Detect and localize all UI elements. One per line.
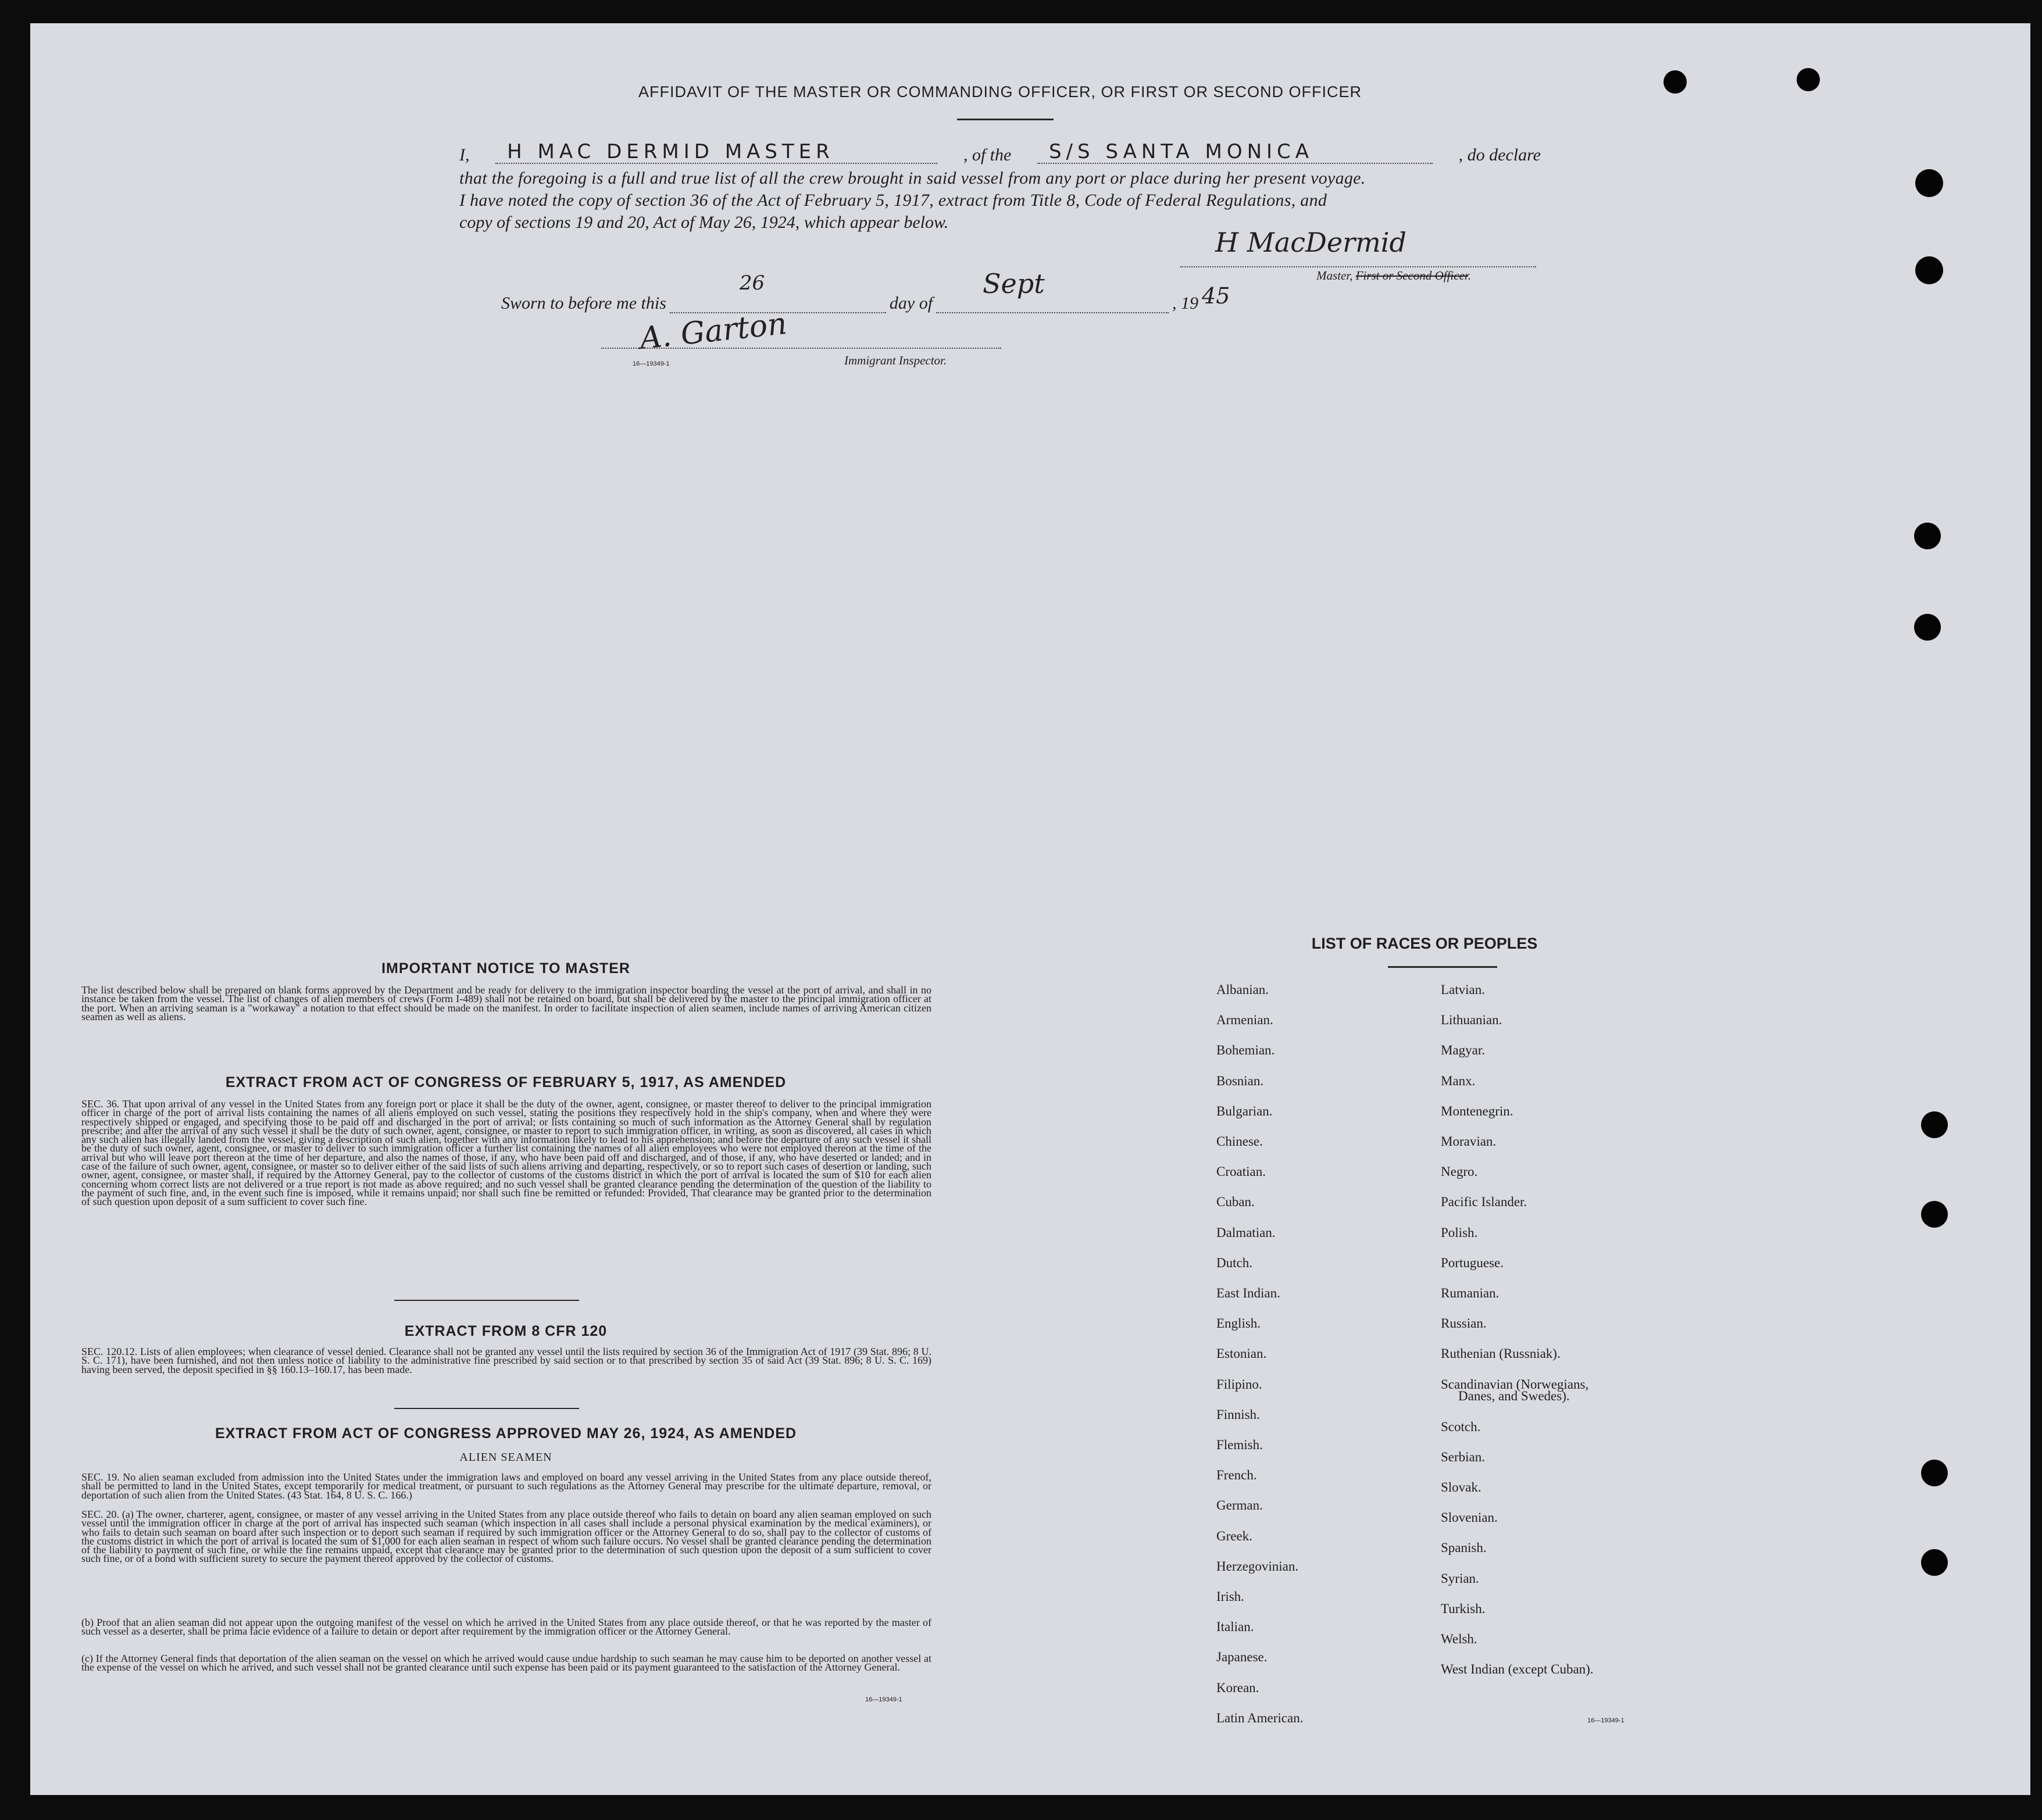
race-item: Bohemian. (1216, 1043, 1275, 1058)
master-signature-line (1180, 266, 1536, 267)
race-item: East Indian. (1216, 1286, 1280, 1300)
race-item: Dutch. (1216, 1255, 1252, 1270)
divider (957, 119, 1054, 120)
race-item: Japanese. (1216, 1650, 1268, 1665)
day-of-label: day of (889, 294, 933, 313)
of-the-label: , of the (963, 145, 1012, 165)
inspector-signature: A. Garton (638, 306, 789, 357)
punch-hole (1915, 169, 1943, 197)
race-item: Herzegovinian. (1216, 1558, 1299, 1574)
punch-hole (1797, 68, 1820, 91)
race-item: Slovak. (1441, 1480, 1481, 1495)
race-item: Irish. (1216, 1589, 1244, 1604)
race-item: Pacific Islander. (1441, 1195, 1527, 1210)
extract-1924-subtitle: ALIEN SEAMEN (459, 1451, 552, 1464)
race-item: Armenian. (1216, 1013, 1273, 1028)
sec20a-text: SEC. 20. (a) The owner, charterer, agent, consignee, or master of any vessel arriving in the United States from any place outside thereof who fails to detain on board any alien seaman employed on such vessel until the immigration officer in charge at the port of arrival has inspected such seaman (which inspection in all cases shall include a personal physical examination by the medical examiners), or who fails to detain such seaman on board after such inspection or to deport such seaman if required by such immigration officer or the Attorney General to do so, shall pay to the collector of customs of the customs district in which the port of arrival is located the sum of $1,000 for each alien seaman in respect of whom such failure occurs. No vessel shall be granted clearance pending the determination of the liability to payment of such fine, or while the fine remains unpaid, except that clearance may be granted prior to the determination of such question upon the deposit of a sum sufficient to cover such fine, or of a bond with sufficient surety to secure the payment thereof approved by the collector of customs. (81, 1508, 931, 1565)
race-item: Syrian. (1441, 1571, 1479, 1586)
races-title: LIST OF RACES OR PEOPLES (1311, 935, 1538, 952)
notice-text: The list described below shall be prepared on blank forms approved by the Department and be ready for delivery to the immigration inspector boarding the vessel at the port of arrival, and shall in no instance be taken from the vessel. The list of changes of alien members of crews (Form I-489) shall not be retained on board, but shall be delivered by the master to the principal immigration officer at the port. When an arriving seaman is a "workaway" a notation to that effect should be made on the manifest. In order to facilitate inspection of alien seamen, include names of arriving American citizen seamen as well as aliens. (81, 984, 931, 1022)
do-declare-label: , do declare (1458, 145, 1541, 165)
declaration-line-4: copy of sections 19 and 20, Act of May 26, 1924, which appear below. (459, 213, 949, 232)
race-item: Bulgarian. (1216, 1103, 1273, 1118)
sworn-day: 26 (739, 271, 765, 295)
race-item: Lithuanian. (1441, 1013, 1502, 1028)
race-item: Flemish. (1216, 1438, 1263, 1452)
race-item: Welsh. (1441, 1632, 1477, 1647)
race-item: Polish. (1441, 1225, 1478, 1240)
master-caption-prefix: Master, (1316, 269, 1353, 283)
race-item: Moravian. (1441, 1134, 1497, 1149)
race-item: Scotch. (1441, 1419, 1481, 1434)
race-item: Magyar. (1441, 1043, 1486, 1058)
form-number: 16—19349-1 (865, 1696, 902, 1703)
sworn-month-field (936, 268, 1169, 313)
punch-hole (1921, 1111, 1948, 1138)
extract-1917-title: EXTRACT FROM ACT OF CONGRESS OF FEBRUARY 5, 1917, AS AMENDED (225, 1074, 787, 1090)
declaration-line-2: that the foregoing is a full and true list of all the crew brought in said vessel from any port or place during her present voyage. (459, 169, 1366, 188)
form-number: 16—19349-1 (1587, 1717, 1625, 1724)
punch-hole (1921, 1201, 1948, 1228)
i-label: I, (459, 145, 470, 165)
year-suffix: 45 (1202, 283, 1230, 309)
punch-hole (1914, 523, 1941, 549)
race-item: English. (1216, 1316, 1261, 1331)
race-item: Danes, and Swedes). (1458, 1389, 1570, 1404)
sec19-text: SEC. 19. No alien seaman excluded from admission into the United States under the immigration laws and employed on board any vessel arriving in the United States from any place outside thereof, shall be permitted to land in the United States, except temporarily for medical treatment, or pursuant to such regulations as the Attorney General may prescribe for the ultimate departure, removal, or deportation of such alien from the United States. (43 Stat. 164, 8 U. S. C. 166.) (81, 1471, 931, 1501)
punch-hole (1921, 1549, 1948, 1576)
master-caption-struck: First or Second Officer (1355, 269, 1468, 283)
race-item: Montenegrin. (1441, 1103, 1513, 1118)
race-item: Manx. (1441, 1073, 1476, 1088)
race-item: French. (1216, 1468, 1257, 1483)
inspector-caption: Immigrant Inspector. (844, 353, 947, 367)
race-item: Latin American. (1216, 1710, 1304, 1725)
race-item: German. (1216, 1498, 1263, 1513)
declaration (459, 140, 1541, 234)
punch-hole (1915, 256, 1943, 284)
race-item: Italian. (1216, 1619, 1254, 1635)
race-item: Slovenian. (1441, 1510, 1498, 1525)
inspector-signature-line (601, 348, 1001, 349)
race-item: Chinese. (1216, 1134, 1263, 1149)
punch-hole (1921, 1460, 1948, 1486)
vessel-name: S/S SANTA MONICA (1037, 141, 1433, 164)
master-signature: H MacDermid (1215, 227, 1406, 258)
race-item: Spanish. (1441, 1540, 1487, 1556)
extract-1924-title: EXTRACT FROM ACT OF CONGRESS APPROVED MAY 26, 1924, AS AMENDED (215, 1425, 797, 1442)
race-item: Portuguese. (1441, 1255, 1504, 1270)
race-item: Negro. (1441, 1164, 1478, 1179)
form-number: 16—19349-1 (633, 360, 670, 367)
notice-title: IMPORTANT NOTICE TO MASTER (381, 960, 630, 977)
race-item: Greek. (1216, 1528, 1252, 1543)
race-item: Croatian. (1216, 1164, 1266, 1179)
race-item: West Indian (except Cuban). (1441, 1662, 1594, 1677)
punch-hole (1914, 614, 1941, 641)
sec20b-text: (b) Proof that an alien seaman did not appear upon the outgoing manifest of the vessel on which he arrived in the United States from any place outside thereof, or that he was reported by the master of such vessel as a deserter, shall be prima facie evidence of a failure to detain or deport after requirement by the immigration officer or the Attorney General. (81, 1617, 931, 1637)
race-item: Rumanian. (1441, 1286, 1500, 1300)
year-prefix: , 19 (1172, 294, 1199, 313)
race-item: Ruthenian (Russniak). (1441, 1346, 1561, 1361)
cfr-text: SEC. 120.12. Lists of alien employees; when clearance of vessel denied. Clearance shall not be granted any vessel until the lists required by section 36 of the Immigration Act of 1917 (39 Stat. 896; 8 U. S. C. 171), have been furnished, and not then unless notice of liability to the administrative fine prescribed by said section or to that prescribed by section 35 of said Act (39 Stat. 896; 8 U. S. C. 169) having been served, the deposit specified in §§ 160.13–160.17, has been made. (81, 1346, 931, 1375)
race-item: Dalmatian. (1216, 1225, 1276, 1240)
race-item: Scandinavian (Norwegians, (1441, 1376, 1589, 1392)
declaration-line-3: I have noted the copy of section 36 of the Act of February 5, 1917, extract from Title 8, Code of Federal Regulations, and (459, 191, 1327, 210)
race-item: Russian. (1441, 1316, 1487, 1331)
race-item: Turkish. (1441, 1601, 1486, 1616)
race-item: Filipino. (1216, 1376, 1262, 1392)
divider (394, 1300, 579, 1301)
affidavit-title: AFFIDAVIT OF THE MASTER OR COMMANDING OFFICER, OR FIRST OR SECOND OFFICER (638, 83, 1362, 101)
master-caption (1316, 269, 1471, 283)
race-item: Estonian. (1216, 1346, 1267, 1361)
master-caption-suffix: . (1468, 269, 1471, 283)
race-item: Albanian. (1216, 982, 1269, 997)
sec20c-text: (c) If the Attorney General finds that deportation of the alien seaman on the vessel on which he arrived would cause undue hardship to such seaman he may cause him to be deported on another vessel at the expense of the vessel on which he arrived, and such vessel shall not be granted clearance until such expense has been paid or its payment guaranteed to the satisfaction of the Attorney General. (81, 1653, 931, 1674)
race-item: Cuban. (1216, 1195, 1255, 1210)
divider (394, 1408, 579, 1409)
declaration-line-1 (459, 140, 1541, 167)
divider (1388, 966, 1497, 968)
race-item: Finnish. (1216, 1407, 1260, 1422)
race-item: Latvian. (1441, 982, 1485, 997)
race-item: Korean. (1216, 1680, 1259, 1695)
sworn-label: Sworn to before me this (501, 294, 666, 313)
cfr-title: EXTRACT FROM 8 CFR 120 (404, 1323, 608, 1339)
punch-hole (1663, 70, 1687, 94)
extract-1917-text: SEC. 36. That upon arrival of any vessel in the United States from any foreign port or place it shall be the duty of the owner, agent, consignee, or master thereof to deliver to the principal immigration officer in charge of the port of arrival lists containing the names of all aliens employed on such vessel, stating the positions they respectively hold in the ship's company, when and where they were respectively shipped or engaged, and specifying those to be paid off and discharged in the port of arrival; or lists containing so much of such information as the Attorney General shall by regulation prescribe; and after the arrival of any such vessel it shall be the duty of such owner, agent, consignee, or master to report to such immigration officer, in writing, as soon as discovered, all cases in which any such alien has illegally landed from the vessel, giving a description of such alien, together with any information likely to lead to his apprehension; and before the departure of any such vessel it shall be the duty of such owner, agent, consignee, or master to deliver to such immigration officer a further list containing the names of all alien employees who were not employed thereon at the time of the arrival but who will leave port thereon at the time of her departure, and also the names of those, if any, who have been paid off and discharged, and of those, if any, who have deserted or landed; and in case of the failure of such owner, agent, consignee, or master so to deliver either of the said lists of such aliens arriving and departing, respectively, or so to report such cases of desertion or landing, such owner, agent, consignee, or master shall, if required by the Attorney General, pay to the collector of customs of the customs district in which the port of arrival is located the sum of $10 for each alien concerning whom correct lists are not delivered or a true report is not made as above required; and no such vessel shall be granted clearance pending the determination of the question of the liability to the payment of such fine, and, in the event such fine is imposed, while it remains unpaid; nor shall such fine be remitted or refunded: Provided, That clearance may be granted prior to the determination of such question upon deposit of a sum sufficient to cover such fine. (81, 1098, 931, 1208)
race-item: Bosnian. (1216, 1073, 1264, 1088)
sworn-month: Sept (983, 268, 1045, 299)
master-name: H MAC DERMID MASTER (495, 141, 937, 164)
race-item: Serbian. (1441, 1449, 1486, 1464)
